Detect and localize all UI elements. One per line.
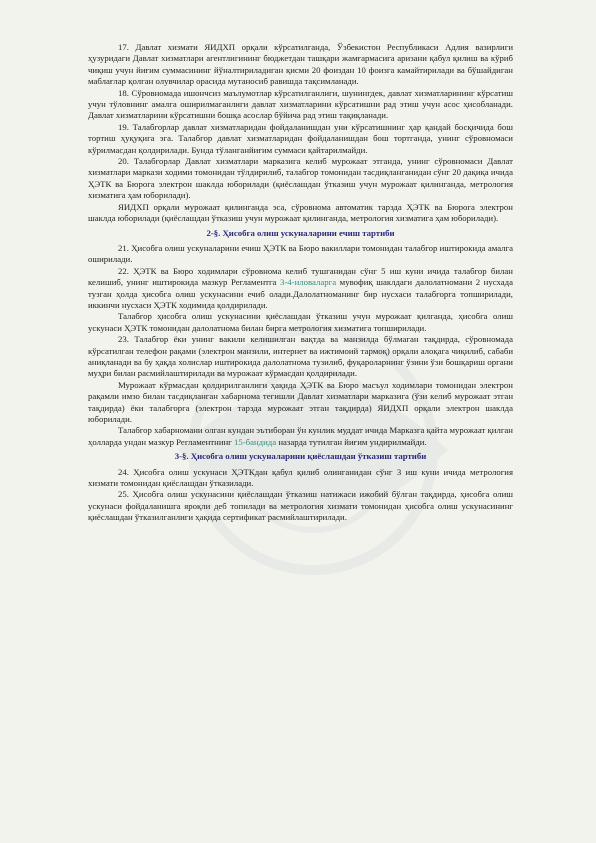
- paragraph-22-text-start: 22. ҲЭТК ва Бюро ходимлари сўровнома келиб тушганидан сўнг 5 иш куни ичида талабгор билан келишиб, унинг иштирокида мазкур Регламентга: [88, 265, 513, 288]
- paragraph-23-final: [88, 425, 513, 448]
- paragraph-19: 19. Талабгорлар давлат хизматларидан фойдаланишдан уни кўрсатишнинг ҳар қандай босқичида бош тортиш ҳуқуқига эга. Талабгор давлат хизматларидан фойдаланишдан бош тортганда, унинг сўровномаси кўрилмасдан қолдирилади. Бунда тўланганйиғим суммаси қайтарилмайди.: [88, 121, 513, 155]
- paragraph-22-text-end: мувофиқ шаклдаги далолатномани 2 нусхада тузган ҳолда ҳисобга олиш ускунасини ечиб олади.Далолатноманинг бир нусхаси талабгорга топширилади, иккинчи нусхаси ҲЭТК ходимида қолдирилади.: [88, 277, 513, 310]
- appendix-3-4-link[interactable]: 3-4-иловаларга: [280, 277, 337, 288]
- paragraph-21: 21. Ҳисобга олиш ускуналарини ечиш ҲЭТК ва Бюро вакиллари томонидан талабгор иштирокида амалга оширилади.: [88, 242, 513, 265]
- paragraph-18: 18. Сўровномада ишончсиз маълумотлар кўрсатилганлиги, шунингдек, давлат хизматларининг кўрсатиш учун тўловнинг амалга оширилмаганлиги давлат хизматларини кўрсатишни рад этиш учун асос ҳисобланади. Давлат хизматларини кўрсатишни бошқа асослар бўйича рад этиш тақиқланади.: [88, 87, 513, 121]
- paragraph-20-continued: ЯИДХП орқали мурожаат қилинганда эса, сўровнома автоматик тарзда ҲЭТК ва Бюрога электрон шаклда юборилади (қиёслашдан ўтказиш учун мурожаат қилинганда, метрология хизматига ҳам юборилади).: [88, 201, 513, 224]
- paragraph-23-final-start: Талабгор хабарномани олган кундан эътиборан ўн кунлик муддат ичида Марказга қайта мурожаат қилган ҳолларда ундан мазкур Регламентнинг: [88, 425, 513, 447]
- section-3-title: 3-§. Ҳисобга олиш ускуналарини қиёслашдан ўтказиш тартиби: [174, 451, 427, 462]
- paragraph-20: 20. Талабгорлар Давлат хизматлари марказига келиб мурожаат этганда, унинг сўровномаси Давлат хизматлари маркази ходими томонидан тўлдирилиб, талабгор томонидан тасдиқланганидан сўнг 20 дақиқа ичида ҲЭТК ва Бюрога электрон шаклда юборилади (қиёслашдан ўтказиш учун мурожаат қилинганда, метрология хизматига ҳам юборилади).: [88, 156, 513, 201]
- paragraph-23: 23. Талабгор ёки унинг вакили келишилган вақтда ва манзилда бўлмаган тақдирда, сўровномада кўрсатилган телефон рақами (электрон манзили, интернет ва ижтимоий тармоқ) орқали алоқага чиқилиб, сабаби аниқланади ва бу ҳақда холислар иштирокида далолатнома тузилиб, фуқароларнинг ўзини ўзи бошқариш органи муҳри билан расмийлаштирилади ва мурожаат кўрмасдан қолдирилади.: [88, 334, 513, 379]
- clause-15-link[interactable]: 15-бандида: [233, 436, 277, 447]
- document-page: [88, 42, 513, 524]
- section-2-title: 2-§. Ҳисобга олиш ускуналарини ечиш тартиби: [206, 227, 395, 238]
- paragraph-22: [88, 266, 513, 312]
- paragraph-23-continued: Мурожаат кўрмасдан қолдирилганлиги ҳақида ҲЭТК ва Бюро масъул ходимлари томонидан электрон рақамли имзо билан тасдиқланган хабарнома тегишли Давлат хизматлари марказига (ўзи келиб мурожаат этган тақдирда) ёки талабгорга (электрон тарзда мурожаат этган тақдирда) ЯИДХП орқали электрон шаклда юборилади.: [88, 379, 513, 424]
- paragraph-23-final-end: назарда тутилган йиғим ундирилмайди.: [276, 436, 427, 447]
- paragraph-22-continued: Талабгор ҳисобга олиш ускунасини қиёслашдан ўтказиш учун мурожаат қилганда, ҳисобга олиш ускунаси ҲЭТК томонидан далолатнома билан бирга метрология хизматига топширилади.: [88, 311, 513, 333]
- paragraph-25: 25. Ҳисобга олиш ускунасини қиёслашдан ўтказиш натижаси ижобий бўлган тақдирда, ҳисобга олиш ускунаси фойдаланишга яроқли деб топилади ва метрология хизмати томонидан ҳисобга олиш ускунасининг қиёслашдан ўтказилганлиги ҳақида сертификат расмийлаштирилади.: [88, 489, 513, 523]
- paragraph-17: 17. Давлат хизмати ЯИДХП орқали кўрсатилганда, Ўзбекистон Республикаси Адлия вазирлиги ҳузуридаги Давлат хизматлари агентлигининг бюджетдан ташқари жамғармасига аризани қабул қилиш ва кўриб чиқиш учун йиғим суммасининг йўналтириладиган қисми 20 фоиздан 10 фоизга камайтирилади ва бўшайдиган маблағлар қолган олувчилар орасида мутаносиб равишда тақсимланади.: [88, 42, 513, 87]
- paragraph-24: 24. Ҳисобга олиш ускунаси ҲЭТКдан қабул қилиб олинганидан сўнг 3 иш куни ичида метрология хизмати томонидан қиёслашдан ўтказилади.: [88, 466, 513, 489]
